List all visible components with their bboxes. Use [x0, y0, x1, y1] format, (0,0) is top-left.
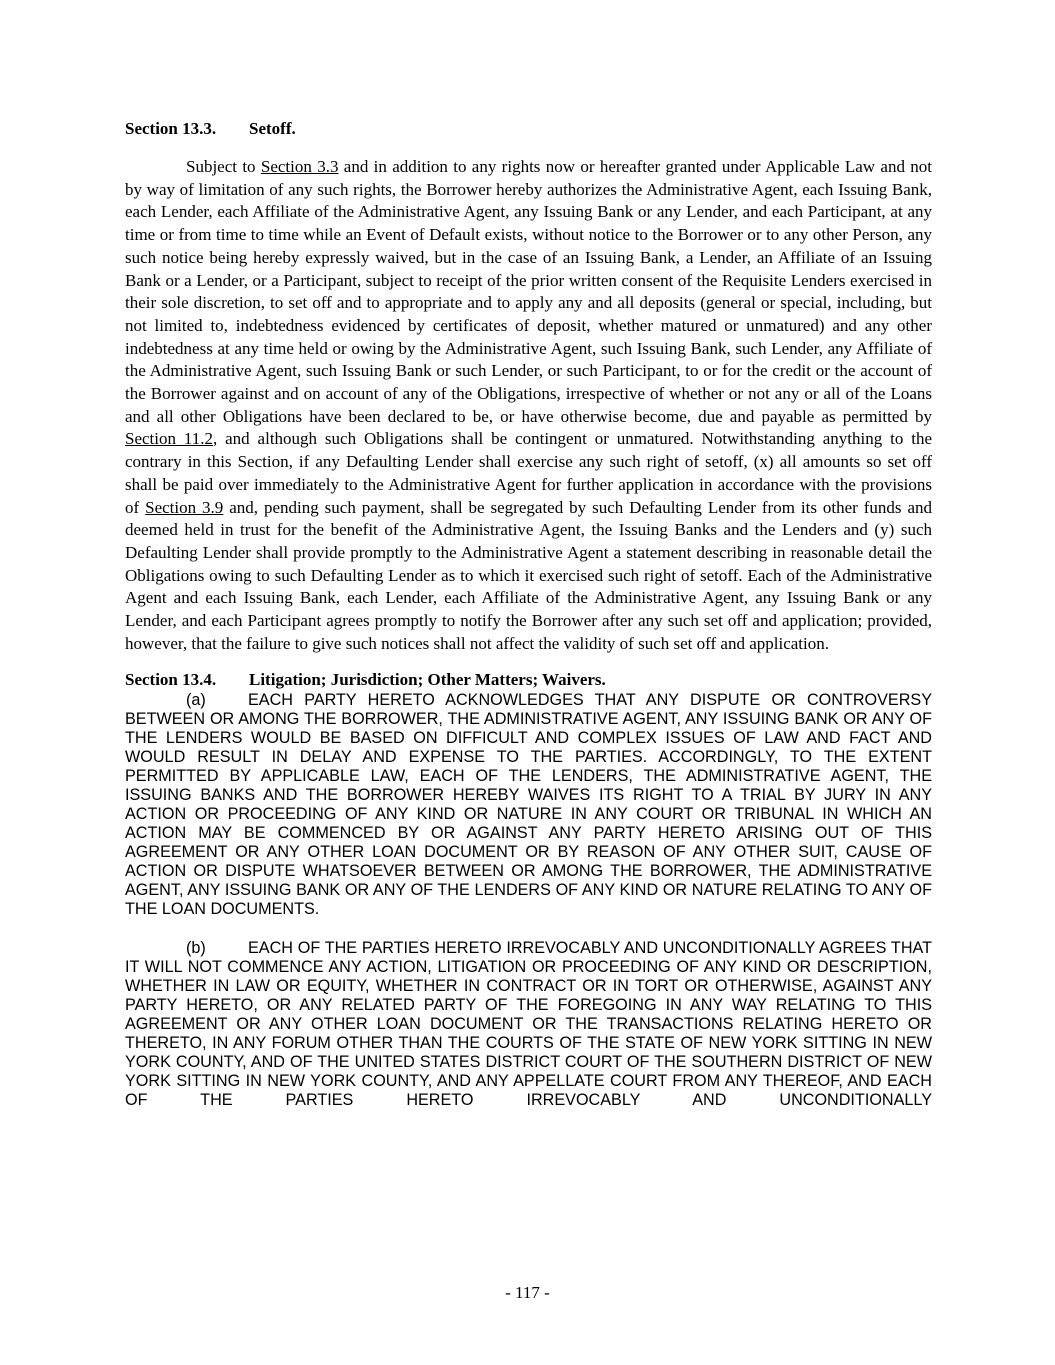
- paragraph-b-text: EACH OF THE PARTIES HERETO IRREVOCABLY AND UNCONDITIONALLY AGREES THAT IT WILL NOT COMMENCE ANY ACTION, LITIGATION OR PROCEEDING OF ANY KIND OR DESCRIPTION, WHETHER IN LAW OR EQUITY, WHETHER IN CONTRACT OR IN TORT OR OTHERWISE, AGAINST ANY PARTY HERETO, OR ANY RELATED PARTY OF THE FOREGOING IN ANY WAY RELATING TO THIS AGREEMENT OR ANY OTHER LOAN DOCUMENT OR THE TRANSACTIONS RELATING HERETO OR THERETO, IN ANY FORUM OTHER THAN THE COURTS OF THE STATE OF NEW YORK SITTING IN NEW YORK COUNTY, AND OF THE UNITED STATES DISTRICT COURT OF THE SOUTHERN DISTRICT OF NEW YORK SITTING IN NEW YORK COUNTY, AND ANY APPELLATE COURT FROM ANY THEREOF, AND EACH OF THE PARTIES HERETO IRREVOCABLY AND UNCONDITIONALLY: [125, 939, 932, 1110]
- paragraph-a-text: EACH PARTY HERETO ACKNOWLEDGES THAT ANY DISPUTE OR CONTROVERSY BETWEEN OR AMONG THE BORROWER, THE ADMINISTRATIVE AGENT, ANY ISSUING BANK OR ANY OF THE LENDERS WOULD BE BASED ON DIFFICULT AND COMPLEX ISSUES OF LAW AND FACT AND WOULD RESULT IN DELAY AND EXPENSE TO THE PARTIES. ACCORDINGLY, TO THE EXTENT PERMITTED BY APPLICABLE LAW, EACH OF THE LENDERS, THE ADMINISTRATIVE AGENT, THE ISSUING BANKS AND THE BORROWER HEREBY WAIVES ITS RIGHT TO A TRIAL BY JURY IN ANY ACTION OR PROCEEDING OF ANY KIND OR NATURE IN ANY COURT OR TRIBUNAL IN WHICH AN ACTION MAY BE COMMENCED BY OR AGAINST ANY PARTY HERETO ARISING OUT OF THIS AGREEMENT OR ANY OTHER LOAN DOCUMENT OR BY REASON OF ANY OTHER SUIT, CAUSE OF ACTION OR DISPUTE WHATSOEVER BETWEEN OR AMONG THE BORROWER, THE ADMINISTRATIVE AGENT, ANY ISSUING BANK OR ANY OF THE LENDERS OF ANY KIND OR NATURE RELATING TO ANY OF THE LOAN DOCUMENTS.: [125, 691, 932, 919]
- setoff-text-1: Subject to: [186, 157, 261, 176]
- cross-ref-section-11-2: Section 11.2: [125, 429, 213, 449]
- paragraph-b-label: (b): [186, 939, 206, 958]
- section-13-4-title: Litigation; Jurisdiction; Other Matters; Waivers.: [249, 670, 606, 690]
- section-13-3-title: Setoff.: [249, 119, 296, 138]
- forum-selection-paragraph: [125, 939, 932, 1110]
- section-13-4-heading: [125, 669, 932, 691]
- section-13-4-number: Section 13.4.: [125, 670, 217, 690]
- section-13-3-number: Section 13.3.: [125, 119, 217, 138]
- setoff-text-4: and, pending such payment, shall be segregated by such Defaulting Lender from its other funds and deemed held in trust for the benefit of the Administrative Agent, the Issuing Banks and the Lenders and (y) such Defaulting Lender shall provide promptly to the Administrative Agent a statement describing in reasonable detail the Obligations owing to such Defaulting Lender as to which it exercised such right of setoff. Each of the Administrative Agent and each Issuing Bank, each Lender, each Affiliate of the Administrative Agent, any Issuing Bank or any Lender, and each Participant agrees promptly to notify the Borrower after any such set off and application; provided, however, that the failure to give such notices shall not affect the validity of such set off and application.: [125, 497, 932, 653]
- setoff-text-2: and in addition to any rights now or hereafter granted under Applicable Law and not by way of limitation of any such rights, the Borrower hereby authorizes the Administrative Agent, each Issuing Bank, each Lender, each Affiliate of the Administrative Agent, any Issuing Bank or any Lender, and each Participant, at any time or from time to time while an Event of Default exists, without notice to the Borrower or to any other Person, any such notice being hereby expressly waived, but in the case of an Issuing Bank, a Lender, an Affiliate of an Issuing Bank or a Lender, or a Participant, subject to receipt of the prior written consent of the Requisite Lenders exercised in their sole discretion, to set off and to appropriate and to apply any and all deposits (general or special, including, but not limited to, indebtedness evidenced by certificates of deposit, whether matured or unmatured) and any other indebtedness at any time held or owing by the Administrative Agent, such Issuing Bank, such Lender, any Affiliate of the Administrative Agent, such Issuing Bank or such Lender, or such Participant, to or for the credit or the account of the Borrower against and on account of any of the Obligations, irrespective of whether or not any or all of the Loans and all other Obligations have been declared to be, or have otherwise become, due and payable as permitted by: [125, 157, 932, 426]
- page-number: - 117 -: [505, 1283, 550, 1302]
- document-page: [125, 118, 932, 1110]
- section-13-3-body: [125, 156, 932, 655]
- cross-ref-section-3-3: Section 3.3: [260, 157, 339, 176]
- cross-ref-section-3-9: Section 3.9: [145, 497, 224, 517]
- section-13-3-heading: [125, 118, 932, 140]
- paragraph-a-label: (a): [186, 691, 206, 710]
- jury-waiver-paragraph: [125, 691, 932, 919]
- setoff-text-3: , and although such Obligations shall be contingent or unmatured. Notwithstanding anything to the contrary in this Section, if any Defaulting Lender shall exercise any such right of setoff, (x) all amounts so set off shall be paid over immediately to the Administrative Agent for further application in accordance with the provisions of: [125, 429, 932, 517]
